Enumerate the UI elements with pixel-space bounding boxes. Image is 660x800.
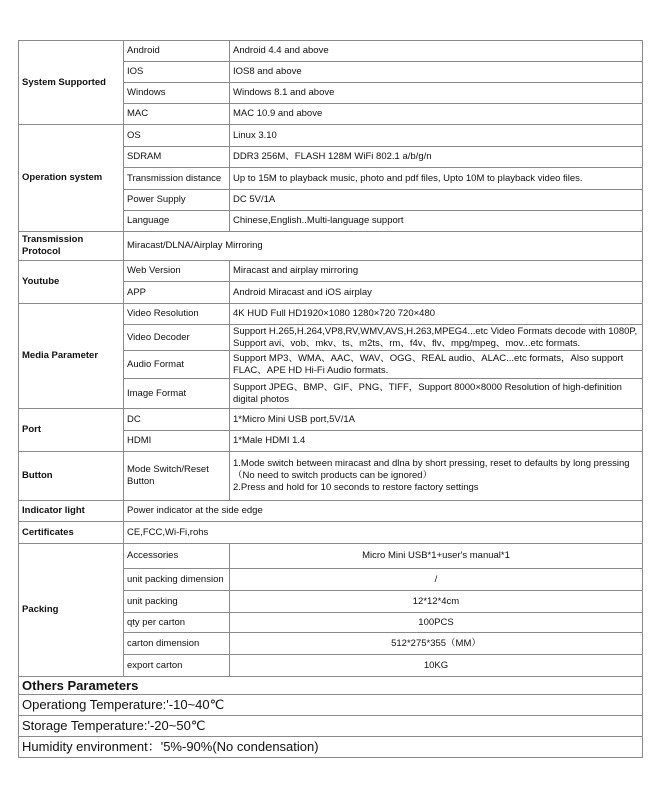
param-value: 100PCS [230,613,643,633]
param-name: HDMI [124,431,230,452]
param-name: unit packing [124,591,230,613]
table-row [19,522,643,544]
table-row [19,261,643,282]
param-name: Web Version [124,261,230,282]
param-value: 4K HUD Full HD1920×1080 1280×720 720×480 [230,304,643,325]
section-label: Youtube [19,261,124,304]
section-label: Button [19,452,124,501]
param-value: IOS8 and above [230,62,643,83]
param-value: Support H.265,H.264,VP8,RV,WMV,AVS,H.263,MPEG4...etc Video Formats decode with 1080P, Support avi、vob、mkv、ts、m2ts、rm、f4v、flv、mpg/mpeg、mov...etc formats. [230,325,643,351]
others-title: Others Parameters [19,677,643,695]
param-name: carton dimension [124,633,230,655]
param-value: 512*275*355（MM） [230,633,643,655]
param-name: Power Supply [124,190,230,211]
table-row [19,125,643,147]
param-name: Video Decoder [124,325,230,351]
param-value: CE,FCC,Wi-Fi,rohs [124,522,643,544]
others-line: Humidity environment：'5%-90%(No condensation) [19,737,643,758]
param-value: 10KG [230,655,643,677]
param-value: Android Miracast and iOS airplay [230,282,643,304]
table-row [19,41,643,62]
param-name: Language [124,211,230,232]
param-name: Video Resolution [124,304,230,325]
table-row [19,716,643,737]
param-name: SDRAM [124,147,230,168]
param-value: Miracast/DLNA/Airplay Mirroring [124,232,643,261]
param-name: Android [124,41,230,62]
others-line: Operationg Temperature:'-10~40℃ [19,695,643,716]
param-name: Mode Switch/Reset Button [124,452,230,501]
table-row [19,304,643,325]
param-value: Android 4.4 and above [230,41,643,62]
section-label: Port [19,409,124,452]
others-line: Storage Temperature:'-20~50℃ [19,716,643,737]
section-label: Transmission Protocol [19,232,124,261]
param-name: export carton [124,655,230,677]
param-name: Image Format [124,379,230,409]
param-value: Windows 8.1 and above [230,83,643,104]
table-row [19,232,643,261]
param-name: APP [124,282,230,304]
param-name: Audio Format [124,351,230,379]
table-row [19,409,643,431]
param-name: qty per carton [124,613,230,633]
param-name: Windows [124,83,230,104]
table-row [19,737,643,758]
section-label: Certificates [19,522,124,544]
param-name: OS [124,125,230,147]
param-name: Accessories [124,544,230,569]
spec-table [18,40,643,758]
param-name: Transmission distance [124,168,230,190]
param-value: Chinese,English..Multi-language support [230,211,643,232]
param-name: DC [124,409,230,431]
table-row [19,544,643,569]
section-label: Operation system [19,125,124,232]
param-value: Linux 3.10 [230,125,643,147]
param-value: 1*Micro Mini USB port,5V/1A [230,409,643,431]
param-value: 1*Male HDMI 1.4 [230,431,643,452]
param-value: DC 5V/1A [230,190,643,211]
param-value: 12*12*4cm [230,591,643,613]
param-value: Miracast and airplay mirroring [230,261,643,282]
param-value: MAC 10.9 and above [230,104,643,125]
section-label: System Supported [19,41,124,125]
param-value: Up to 15M to playback music, photo and pdf files, Upto 10M to playback video files. [230,168,643,190]
param-value: Micro Mini USB*1+user's manual*1 [230,544,643,569]
table-row [19,501,643,522]
table-row [19,695,643,716]
param-name: MAC [124,104,230,125]
param-value: Support MP3、WMA、AAC、WAV、OGG、REAL audio、ALAC...etc formats，Also support FLAC、APE HD Hi-Fi Audio formats. [230,351,643,379]
section-label: Packing [19,544,124,677]
param-value: DDR3 256M、FLASH 128M WiFi 802.1 a/b/g/n [230,147,643,168]
param-name: IOS [124,62,230,83]
param-value: / [230,569,643,591]
section-label: Media Parameter [19,304,124,409]
param-value: Power indicator at the side edge [124,501,643,522]
param-name: unit packing dimension [124,569,230,591]
section-label: Indicator light [19,501,124,522]
param-value: Support JPEG、BMP、GIF、PNG、TIFF，Support 8000×8000 Resolution of high-definition digital photos [230,379,643,409]
table-row [19,452,643,501]
param-value: 1.Mode switch between miracast and dlna by short pressing, reset to defaults by long pressing（No need to switch products can be ignored） 2.Press and hold for 10 seconds to restore factory settings [230,452,643,501]
